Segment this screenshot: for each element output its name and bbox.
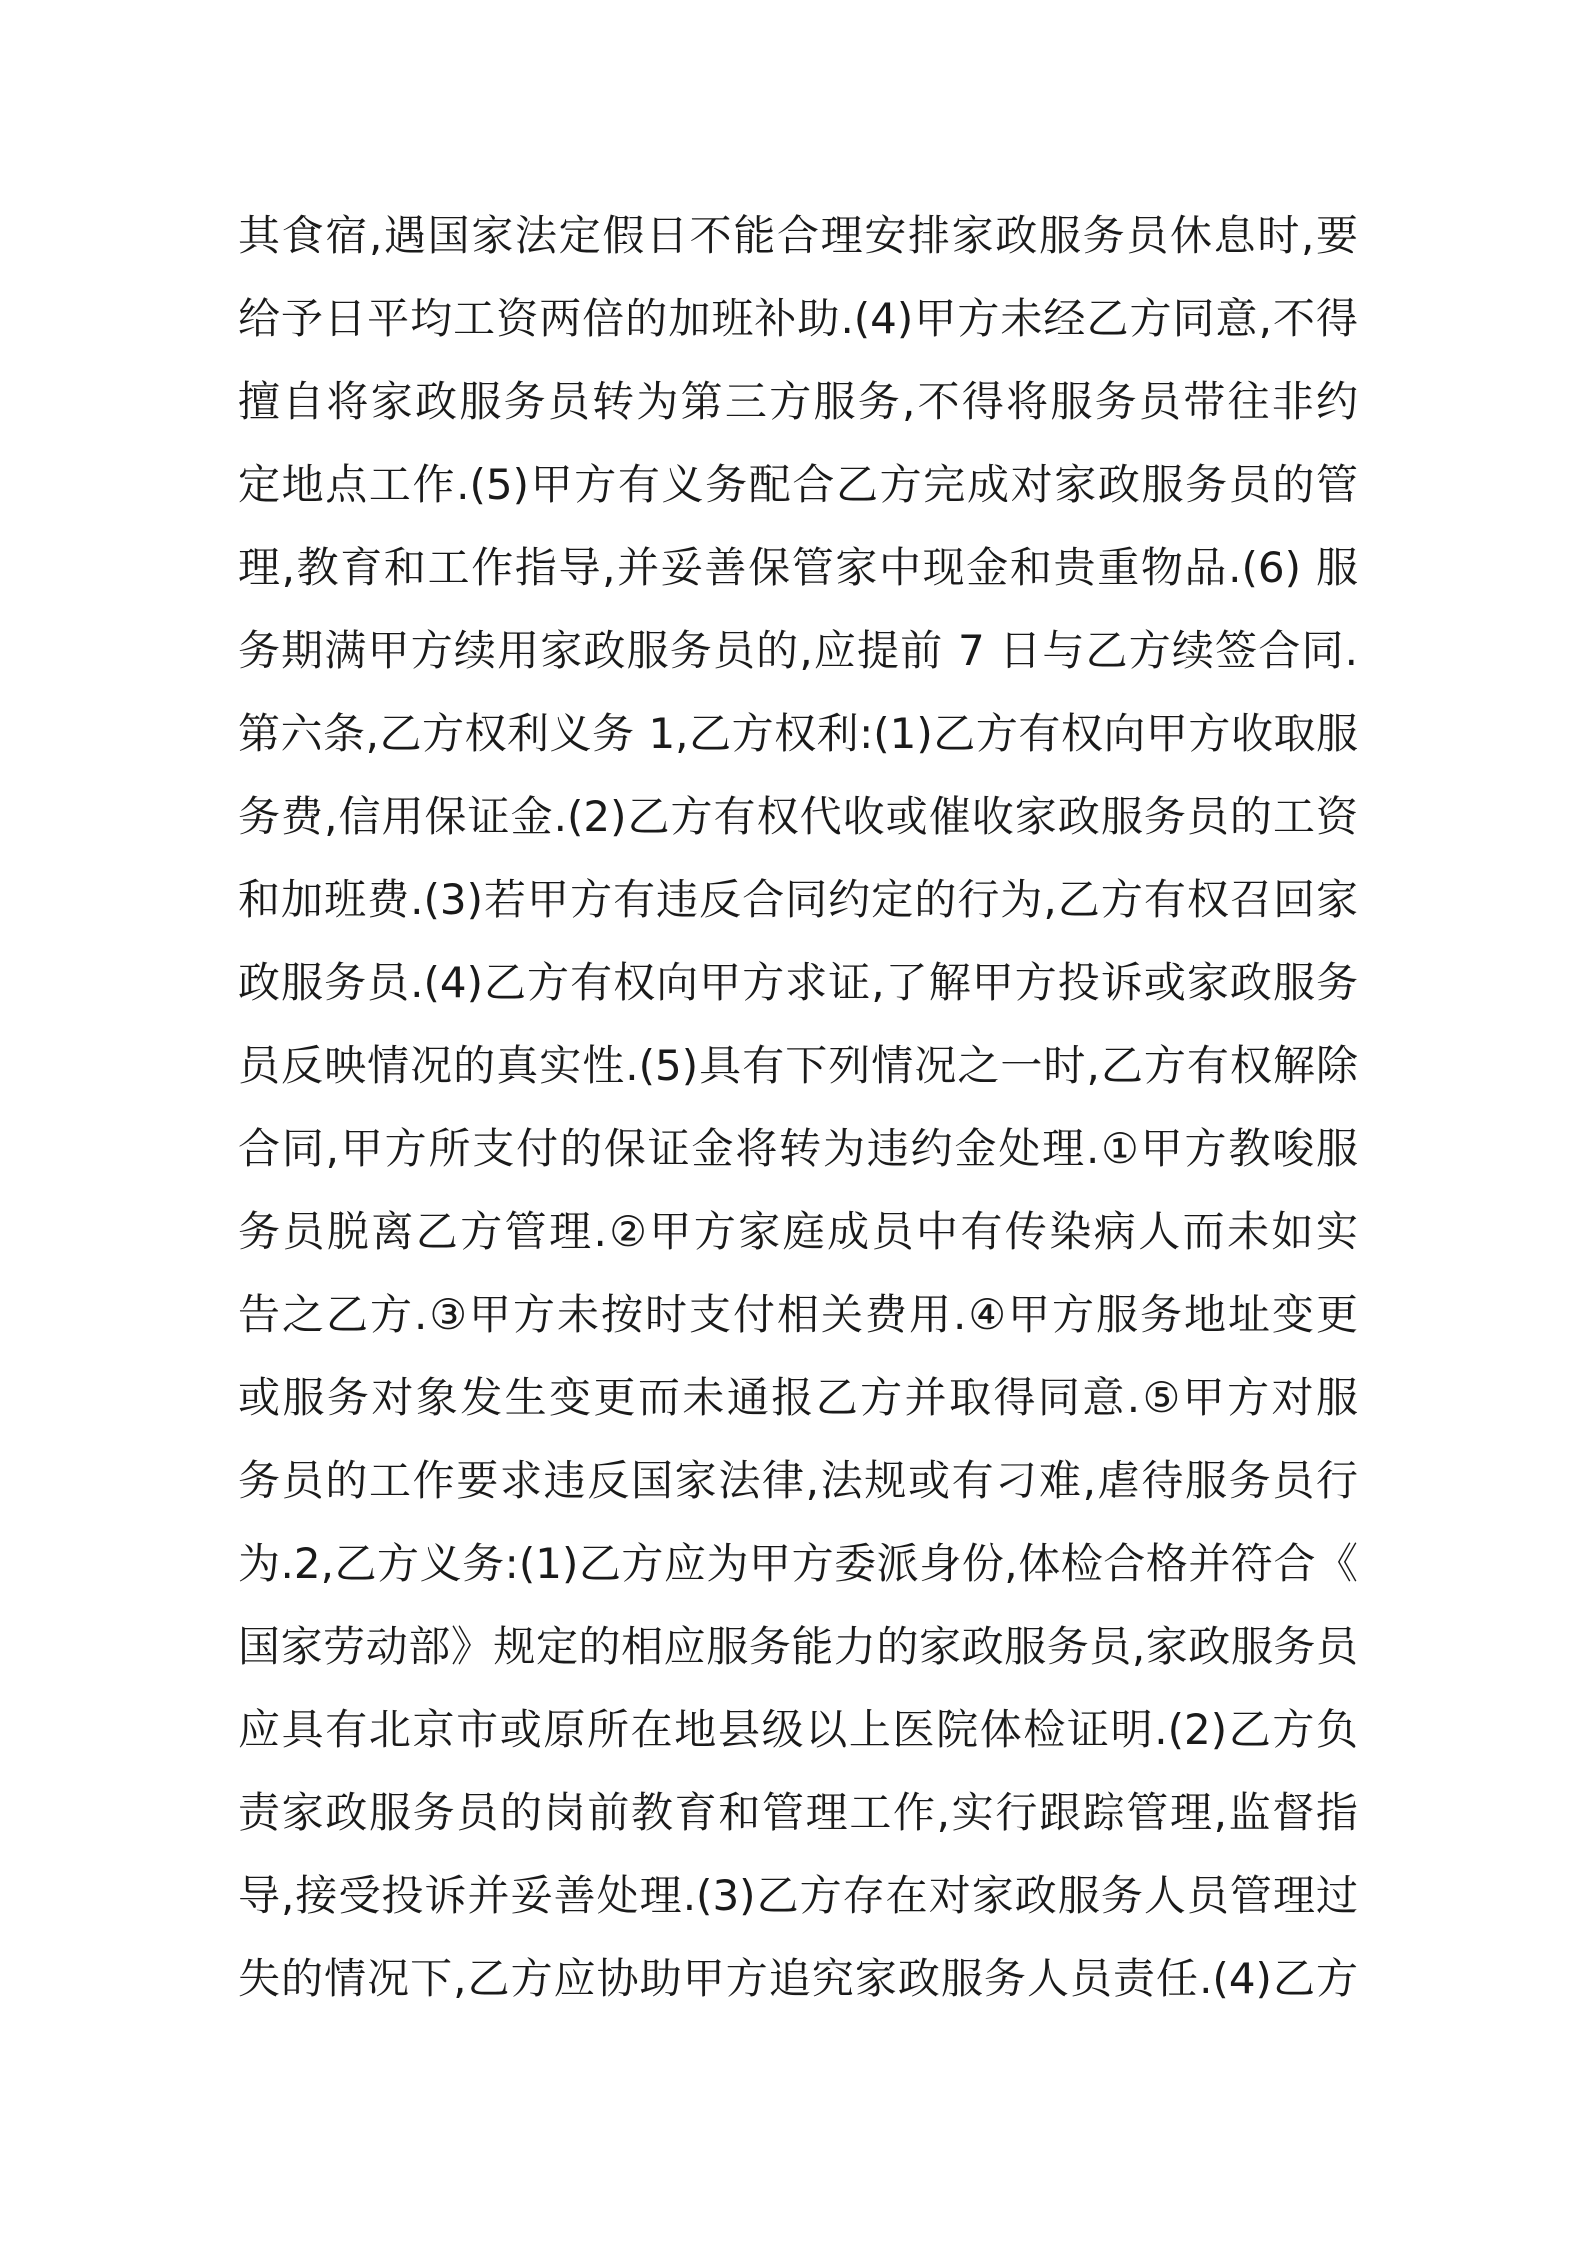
text-line: 导,接受投诉并妥善处理.(3)乙方存在对家政服务人员管理过 xyxy=(238,1871,1358,1920)
text-line: 应具有北京市或原所在地县级以上医院体检证明.(2)乙方负 xyxy=(238,1705,1358,1754)
text-line: 第六条,乙方权利义务 1,乙方权利:(1)乙方有权向甲方收取服 xyxy=(238,709,1358,758)
text-line: 务员脱离乙方管理.②甲方家庭成员中有传染病人而未如实 xyxy=(238,1207,1358,1256)
text-line: 理,教育和工作指导,并妥善保管家中现金和贵重物品.(6) 服 xyxy=(238,543,1358,592)
text-line: 员反映情况的真实性.(5)具有下列情况之一时,乙方有权解除 xyxy=(238,1041,1358,1090)
text-line: 合同,甲方所支付的保证金将转为违约金处理.①甲方教唆服 xyxy=(238,1124,1358,1173)
text-line: 责家政服务员的岗前教育和管理工作,实行跟踪管理,监督指 xyxy=(238,1788,1358,1837)
text-line: 政服务员.(4)乙方有权向甲方求证,了解甲方投诉或家政服务 xyxy=(238,958,1358,1007)
text-line: 或服务对象发生变更而未通报乙方并取得同意.⑤甲方对服 xyxy=(238,1373,1358,1422)
body-text xyxy=(238,194,1358,2020)
text-line: 擅自将家政服务员转为第三方服务,不得将服务员带往非约 xyxy=(238,377,1358,426)
text-line: 定地点工作.(5)甲方有义务配合乙方完成对家政服务员的管 xyxy=(238,460,1358,509)
text-line: 失的情况下,乙方应协助甲方追究家政服务人员责任.(4)乙方 xyxy=(238,1954,1358,2003)
text-line: 国家劳动部》规定的相应服务能力的家政服务员,家政服务员 xyxy=(238,1622,1358,1671)
text-line: 其食宿,遇国家法定假日不能合理安排家政服务员休息时,要 xyxy=(238,211,1358,260)
text-line: 和加班费.(3)若甲方有违反合同约定的行为,乙方有权召回家 xyxy=(238,875,1358,924)
text-line: 务员的工作要求违反国家法律,法规或有刁难,虐待服务员行 xyxy=(238,1456,1358,1505)
text-line: 务期满甲方续用家政服务员的,应提前 7 日与乙方续签合同. xyxy=(238,626,1358,675)
text-line: 给予日平均工资两倍的加班补助.(4)甲方未经乙方同意,不得 xyxy=(238,294,1358,343)
text-line: 务费,信用保证金.(2)乙方有权代收或催收家政服务员的工资 xyxy=(238,792,1358,841)
text-line: 告之乙方.③甲方未按时支付相关费用.④甲方服务地址变更 xyxy=(238,1290,1358,1339)
text-line: 为.2,乙方义务:(1)乙方应为甲方委派身份,体检合格并符合《 xyxy=(238,1539,1358,1588)
